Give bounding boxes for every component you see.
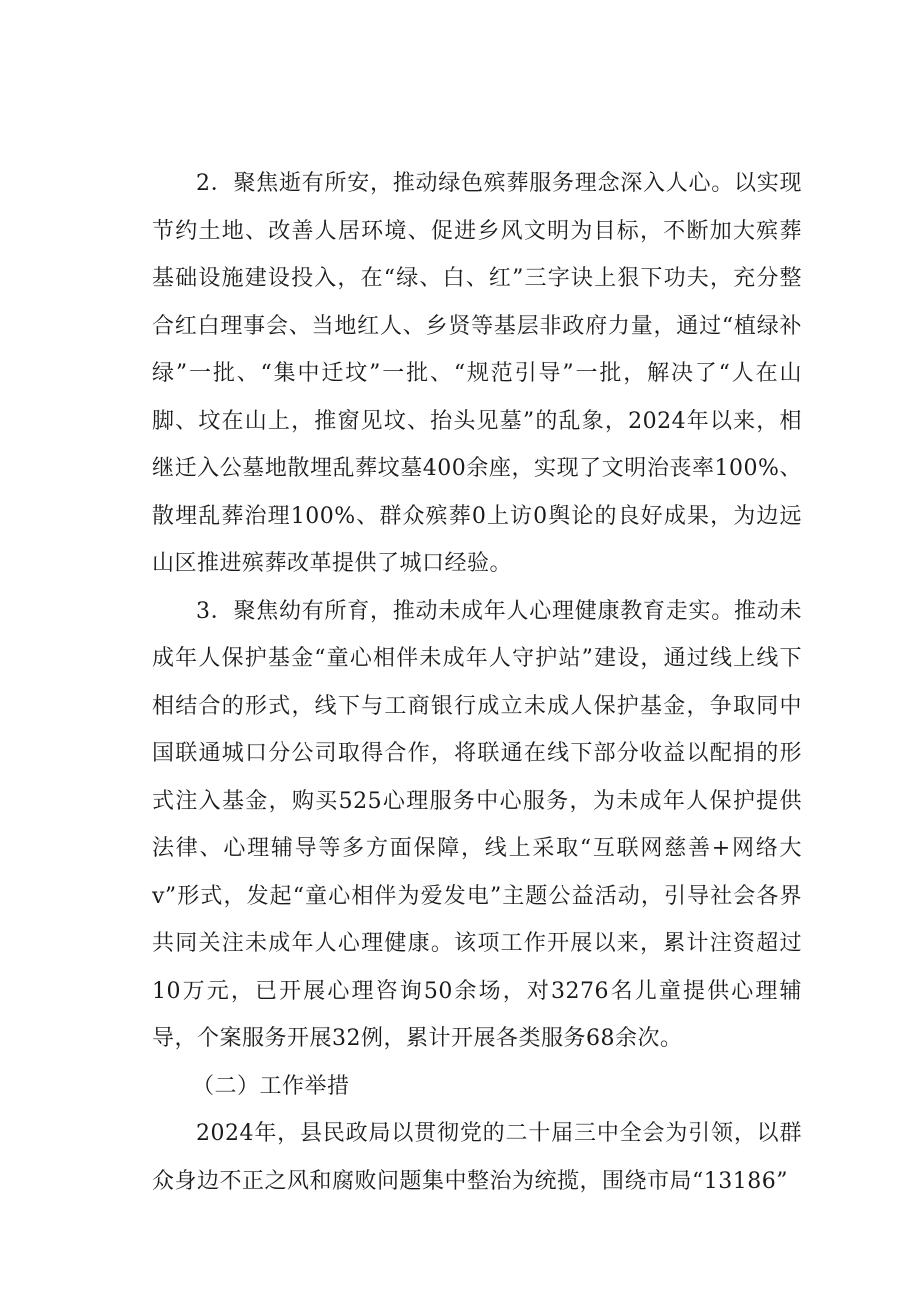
section-heading-work-measures: （二）工作举措 [192, 1073, 350, 1099]
paragraph-green-funeral: 2．聚焦逝有所安，推动绿色殡葬服务理念深入人心。以实现节约土地、改善人居环境、促进乡风文明为目标，不断加大殡葬基础设施建设投入，在“绿、白、红”三字诀上狠下功夫，充分整合红白理事会、当地红人、乡贤等基层非政府力量，通过“植绿补绿”一批、“集中迁坟”一批、“规范引导”一批，解决了“人在山脚、坟在山上，推窗见坟、抬头见墓”的乱象，2024年以来，相继迁入公墓地散埋乱葬坟墓400余座，实现了文明治丧率100%、散埋乱葬治理100%、群众殡葬0上访0舆论的良好成果，为边远山区推进殡葬改革提供了城口经验。 [152, 171, 802, 576]
paragraph-work-measures-intro: 2024年，县民政局以贯彻党的二十届三中全会为引领，以群众身边不正之风和腐败问题集中整治为统揽，围绕市局“13186” [152, 1121, 802, 1194]
paragraph-minor-mental-health: 3．聚焦幼有所育，推动未成年人心理健康教育走实。推动未成年人保护基金“童心相伴未成年人守护站”建设，通过线上线下相结合的形式，线下与工商银行成立未成人保护基金，争取同中国联通城口分公司取得合作，将联通在线下部分收益以配捐的形式注入基金，购买525心理服务中心服务，为未成年人保护提供法律、心理辅导等多方面保障，线上采取“互联网慈善+网络大v”形式，发起“童心相伴为爱发电”主题公益活动，引导社会各界共同关注未成年人心理健康。该项工作开展以来，累计注资超过10万元，已开展心理咨询50余场，对3276名儿童提供心理辅导，个案服务开展32例，累计开展各类服务68余次。 [152, 598, 802, 1051]
document-body [152, 160, 802, 1205]
